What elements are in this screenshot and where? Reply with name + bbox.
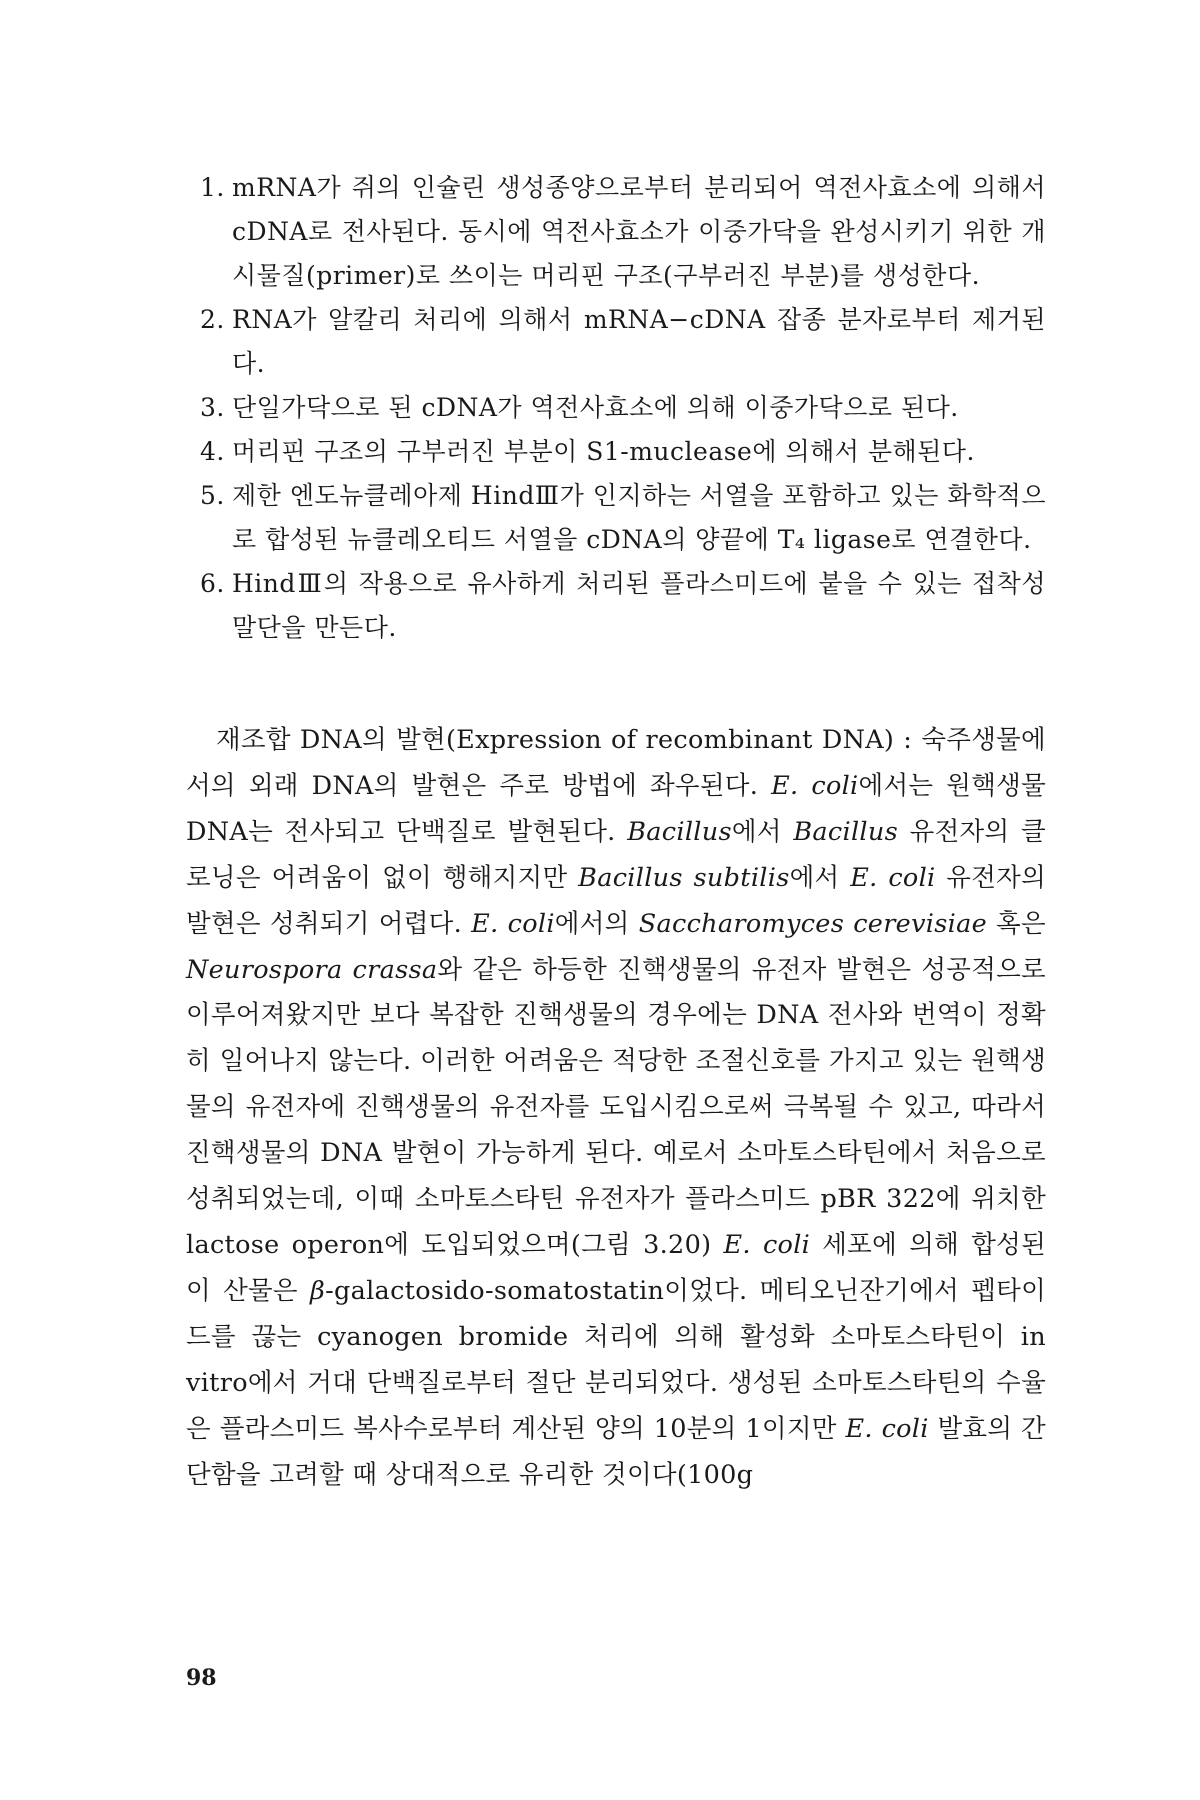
paragraph-text: 에서 [789,862,851,893]
body-paragraph-expression [186,718,1046,1498]
paragraph-text: 와 같은 하등한 진핵생물의 유전자 발현은 성공적으로 이루어져왔지만 보다 복잡한 진핵생물의 경우에는 DNA 전사와 번역이 정확히 일어나지 않는다. 이러한 어려움은 적당한 조절신호를 가지고 있는 원핵생물의 유전자에 진핵생물의 유전자를 도입시킴으로써 극복될 수 있고, 따라서 진핵생물의 DNA 발현이 가능하게 된다. 예로서 소마토스타틴에서 처음으로 성취되었는데, 이때 소마토스타틴 유전자가 플라스미드 pBR 322에 위치한 lactose operon에 도입되었으며(그림 3.20) [186,954,1046,1260]
paragraph-text: 에서는 원핵생물 DNA는 전사되고 단백질로 발현된다. [186,770,1047,847]
procedure-step [200,298,1046,386]
species-name: Bacillus [793,816,898,847]
species-name: Saccharomyces cerevisiae [638,908,987,939]
step-number: 5. [200,481,225,510]
paragraph-text: 발효의 간단함을 고려할 때 상대적으로 유리한 것이다(100g [186,1413,1046,1490]
step-text: 머리핀 구조의 구부러진 부분이 S1-muclease에 의해서 분해된다. [232,437,975,466]
species-name: E. coli [845,1413,929,1444]
page-number: 98 [186,1665,217,1691]
species-name: E. coli [723,1229,811,1260]
step-number: 1. [200,173,225,202]
species-name: E. coli [850,862,936,893]
procedure-step [200,386,1046,430]
procedure-step [200,430,1046,474]
procedure-steps-list [200,166,1046,650]
step-text: HindⅢ의 작용으로 유사하게 처리된 플라스미드에 붙을 수 있는 접착성 말단을 만든다. [232,569,1046,642]
step-text: 제한 엔도뉴클레아제 HindⅢ가 인지하는 서열을 포함하고 있는 화학적으로 합성된 뉴클레오티드 서열을 cDNA의 양끝에 T₄ ligase로 연결한다. [232,481,1046,554]
paragraph-text: 에서의 [554,908,639,939]
paragraph-text: 재조합 DNA의 발현(Expression of recombinant DNA) : 숙주생물에서의 외래 DNA의 발현은 주로 방법에 좌우된다. [186,725,1046,801]
paragraph-text: 세포에 의해 합성된 이 산물은 [186,1229,1046,1306]
paragraph-text: 혹은 [986,908,1046,939]
paragraph-text: 유전자의 클로닝은 어려움이 없이 행해지지만 [186,816,1046,893]
step-text: RNA가 알칼리 처리에 의해서 mRNA−cDNA 잡종 분자로부터 제거된다. [232,305,1046,378]
species-name: Bacillus subtilis [578,862,790,893]
species-name: Neurospora crassa [186,954,438,985]
species-name: E. coli [771,770,859,801]
procedure-step [200,166,1046,298]
paragraph-text: 유전자의 발현은 성취되기 어렵다. [186,862,1047,939]
procedure-step [200,562,1046,650]
paragraph-text: 에서 [731,816,794,847]
step-number: 2. [200,305,225,334]
step-text: mRNA가 쥐의 인슐린 생성종양으로부터 분리되어 역전사효소에 의해서 cDNA로 전사된다. 동시에 역전사효소가 이중가닥을 완성시키기 위한 개시물질(primer)로 쓰이는 머리핀 구조(구부러진 부분)를 생성한다. [232,173,1046,290]
step-number: 4. [200,437,225,466]
step-number: 6. [200,569,225,598]
species-name: E. coli [471,908,555,939]
species-name: Bacillus [627,816,732,847]
greek-beta-symbol: β [310,1275,326,1306]
paragraph-text: -galactosido-somatostatin이었다. 메티오닌잔기에서 펩타이드를 끊는 cyanogen bromide 처리에 의해 활성화 소마토스타틴이 in vitro에서 거대 단백질로부터 절단 분리되었다. 생성된 소마토스타틴의 수율은 플라스미드 복사수로부터 계산된 양의 10분의 1이지만 [186,1275,1047,1444]
procedure-step [200,474,1046,562]
step-text: 단일가닥으로 된 cDNA가 역전사효소에 의해 이중가닥으로 된다. [232,393,959,422]
step-number: 3. [200,393,225,422]
